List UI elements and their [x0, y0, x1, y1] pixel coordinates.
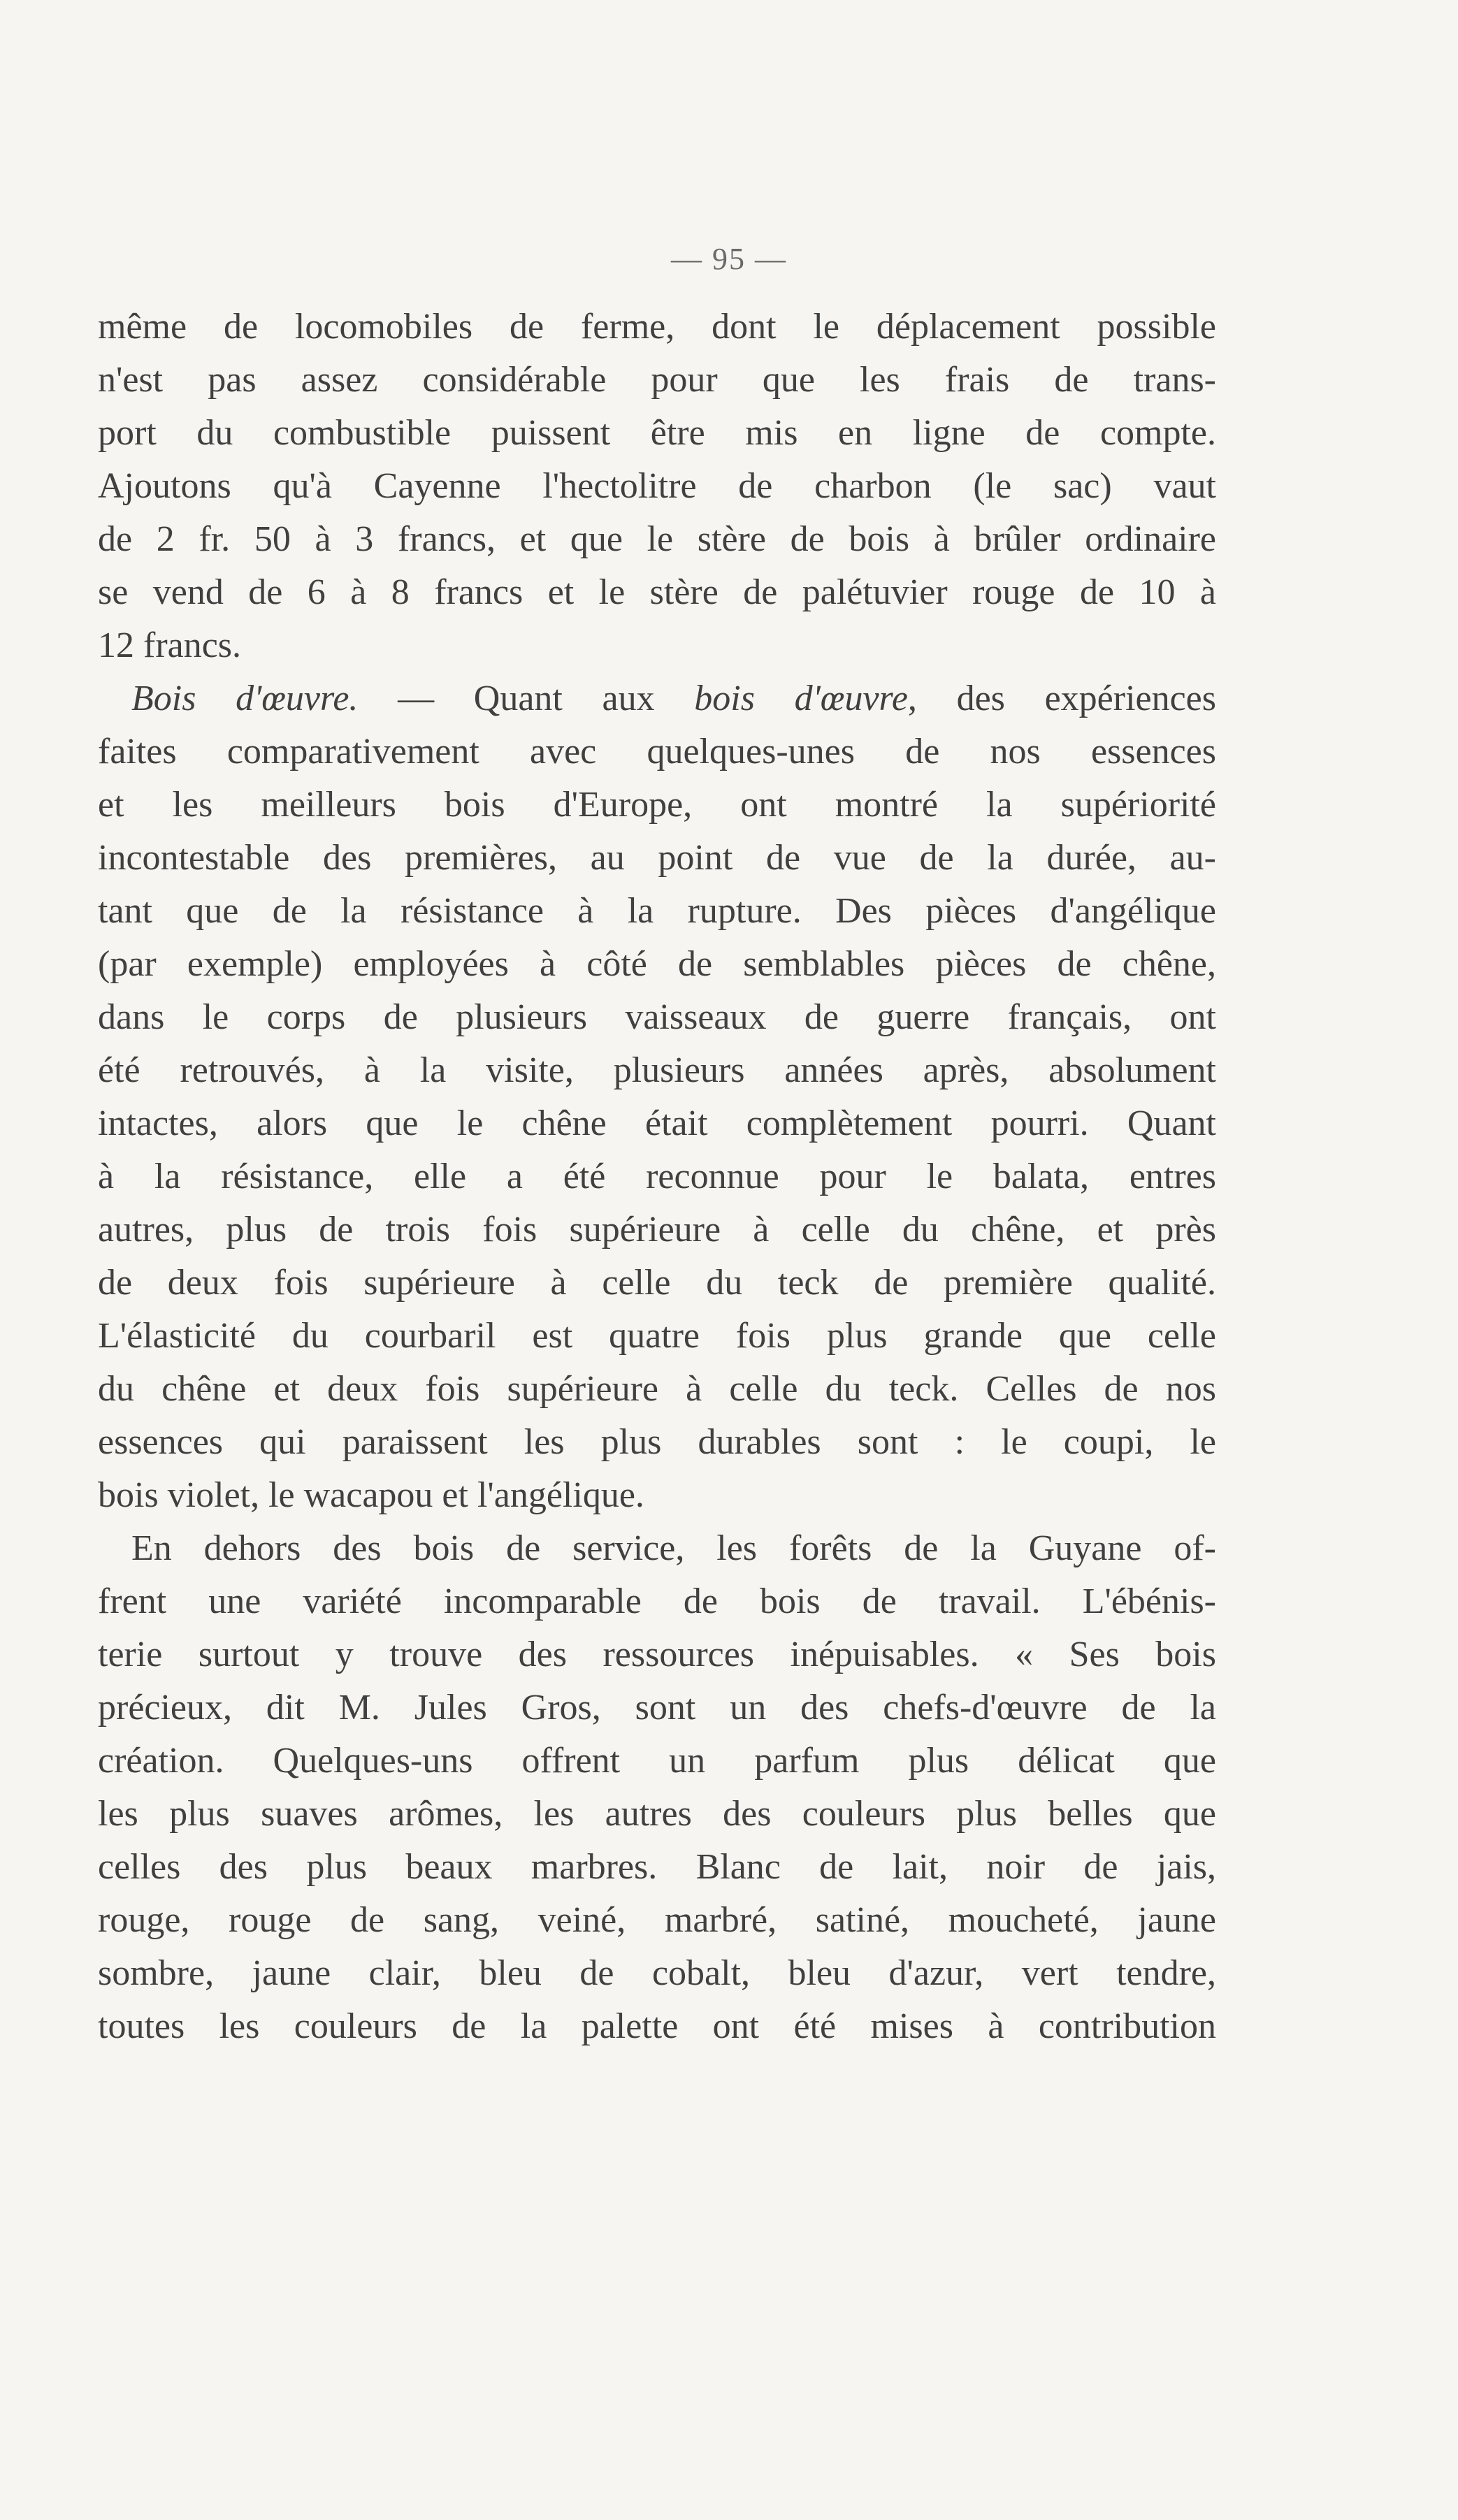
- text-line: de 2 fr. 50 à 3 francs, et que le stère de bois à brûler ordinaire: [98, 519, 1216, 559]
- text-line: tant que de la résistance à la rupture. Des pièces d'angélique: [98, 891, 1216, 931]
- text-line: faites comparativement avec quelques-unes de nos essences: [98, 732, 1216, 772]
- text-fragment: , des expériences: [907, 679, 1216, 718]
- text-line: du chêne et deux fois supérieure à celle du teck. Celles de nos: [98, 1369, 1216, 1409]
- text-line: dans le corps de plusieurs vaisseaux de guerre français, ont: [98, 997, 1216, 1037]
- italic-term: bois d'œuvre: [694, 679, 908, 718]
- text-line: toutes les couleurs de la palette ont été mises à contribution: [98, 2006, 1216, 2046]
- text-line: bois violet, le wacapou et l'angélique.: [98, 1475, 644, 1515]
- text-line: rouge, rouge de sang, veiné, marbré, satiné, moucheté, jaune: [98, 1900, 1216, 1940]
- text-line: se vend de 6 à 8 francs et le stère de palétuvier rouge de 10 à: [98, 572, 1216, 612]
- text-line: sombre, jaune clair, bleu de cobalt, bleu d'azur, vert tendre,: [98, 1953, 1216, 1993]
- text-line: essences qui paraissent les plus durables sont : le coupi, le: [98, 1422, 1216, 1462]
- text-line: incontestable des premières, au point de vue de la durée, au-: [98, 838, 1216, 878]
- text-line: création. Quelques-uns offrent un parfum plus délicat que: [98, 1741, 1216, 1781]
- text-line: de deux fois supérieure à celle du teck de première qualité.: [98, 1263, 1216, 1303]
- text-line: intactes, alors que le chêne était complètement pourri. Quant: [98, 1103, 1216, 1143]
- text-line: précieux, dit M. Jules Gros, sont un des chefs-d'œuvre de la: [98, 1688, 1216, 1728]
- text-line: été retrouvés, à la visite, plusieurs années après, absolument: [98, 1050, 1216, 1090]
- text-line: celles des plus beaux marbres. Blanc de lait, noir de jais,: [98, 1847, 1216, 1887]
- text-line: (par exemple) employées à côté de semblables pièces de chêne,: [98, 944, 1216, 984]
- text-line: les plus suaves arômes, les autres des couleurs plus belles que: [98, 1794, 1216, 1834]
- section-heading: Bois d'œuvre.: [131, 679, 359, 718]
- text-line: En dehors des bois de service, les forêts de la Guyane of-: [131, 1528, 1216, 1568]
- text-line: port du combustible puissent être mis en ligne de compte.: [98, 413, 1216, 453]
- text-line: L'élasticité du courbaril est quatre fois plus grande que celle: [98, 1316, 1216, 1356]
- page-number: — 95 —: [671, 242, 787, 276]
- text-line: à la résistance, elle a été reconnue pour le balata, entres: [98, 1157, 1216, 1196]
- section-heading-line: [98, 672, 1216, 725]
- text-line: terie surtout y trouve des ressources inépuisables. « Ses bois: [98, 1635, 1216, 1674]
- text-line: et les meilleurs bois d'Europe, ont montré la supériorité: [98, 785, 1216, 825]
- text-fragment: — Quant aux: [358, 679, 695, 718]
- text-line: frent une variété incomparable de bois de travail. L'ébénis-: [98, 1581, 1216, 1621]
- text-line: autres, plus de trois fois supérieure à celle du chêne, et près: [98, 1210, 1216, 1250]
- body-text: [98, 300, 1216, 2053]
- text-line: 12 francs.: [98, 625, 242, 665]
- text-line: même de locomobiles de ferme, dont le déplacement possible: [98, 307, 1216, 347]
- text-line: Ajoutons qu'à Cayenne l'hectolitre de charbon (le sac) vaut: [98, 466, 1216, 506]
- text-line: n'est pas assez considérable pour que les frais de trans-: [98, 360, 1216, 400]
